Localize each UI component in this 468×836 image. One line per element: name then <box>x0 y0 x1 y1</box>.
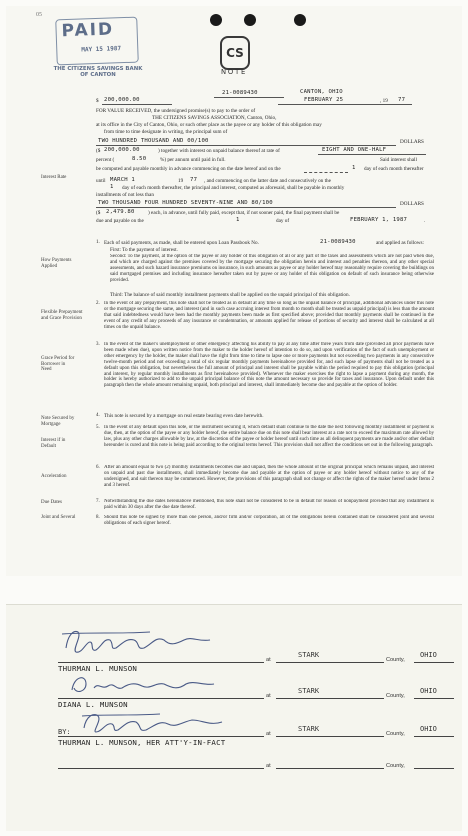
until-nineteen: 19 <box>178 178 184 184</box>
signer-2-at: at <box>266 693 271 699</box>
state-line-3 <box>414 736 454 737</box>
paid-stamp-bank-city: OF CANTON <box>80 72 116 79</box>
signer-1-at: at <box>266 657 271 663</box>
final-day: 1 <box>236 217 240 223</box>
signer-2-state: OHIO <box>420 687 437 695</box>
para-6-text: After an amount equal to two (2) monthly installments becomes due and unpaid, then the whole amount of the original principal which remains unpaid, and interest on unpaid and past due installments, shall immediately become due and payable at the option of payee or any holder hereof without notice to any of the undersigned, and suit thereon may be commenced. However, the provisions of this paragraph shall not change or affect the rights of the maker hereof under Items 2 and 3 hereof. <box>104 465 434 488</box>
paid-stamp-bank-name: THE CITIZENS SAVINGS BANK <box>53 66 143 72</box>
para-2-text: In the event of any prepayment, this note shall not be treated as in default at any time so long as the unpaid balance of principal, additional advances under this note or the mortgage securing the same, and interest (and in such case accruing interest from month to month shall be treated as unpaid principal) is less than the amount that said indebtedness would have been had the monthly payments been made as first specified above; provided that monthly payments shall be continued in the event of any credit of any proceeds of any insurance or condemnation, or amounts applied for release of portions of security and interest shall be calculated at all times on the unpaid balance. <box>104 301 434 330</box>
loan-number: 21-0089430 <box>222 90 258 96</box>
signer-3-name: THURMAN L. MUNSON, HER ATT'Y-IN-FACT <box>58 738 226 747</box>
amount-line <box>102 104 172 105</box>
place-line-4 <box>276 768 384 769</box>
para-7-text: Notwithstanding the due dates hereinabove mentioned, this note shall not be considered to be in default for reason of nonpayment provided that any installment is paid within 30 days after the due date thereof. <box>104 499 434 510</box>
line-computed: be computed and payable monthly in advance commencing on the date hereof and on the <box>96 166 281 172</box>
para-1-text: Each of said payments, as made, shall be entered upon Loan Passbook No. <box>104 240 259 246</box>
signer-2-place: STARK <box>298 687 320 695</box>
para-4-text: This note is secured by a mortgage on real estate bearing even date herewith. <box>104 413 264 419</box>
final-day-of: day of <box>276 218 290 224</box>
signature-line-3 <box>58 736 264 737</box>
installment-words-line <box>96 207 396 208</box>
date-written: FEBRUARY 25 <box>304 97 344 103</box>
amount-symbol: $ <box>96 98 99 104</box>
association-logo <box>220 36 250 70</box>
signer-1-state: OHIO <box>420 651 437 659</box>
para-7-number: 7. <box>96 499 100 504</box>
principal-words-line <box>96 145 396 146</box>
document-title: NOTE <box>220 68 248 76</box>
para-5-number: 5. <box>96 425 100 430</box>
signer-4-county: County, <box>386 763 405 769</box>
signer-3-prefix: BY: <box>58 728 71 736</box>
label-interest-default: Interest if in Default <box>41 438 66 449</box>
dollars-label-2: DOLLARS <box>400 201 424 207</box>
signer-3-at: at <box>266 731 271 737</box>
paid-stamp-word: PAID <box>61 19 115 42</box>
final-period: . <box>424 218 426 224</box>
place-line-2 <box>276 698 384 699</box>
state-line-4 <box>414 768 454 769</box>
interest-day-after: day of each month thereafter <box>364 166 424 172</box>
label-flexible: Flexible Prepayment and Grace Provision <box>41 310 83 321</box>
line-designate: from time to time designate in writing, the principal sum of <box>104 129 228 135</box>
interest-day: 1 <box>352 165 356 171</box>
binder-hole-mid <box>244 14 256 26</box>
installment-figures: 2,479.80 <box>106 209 135 215</box>
final-due-text: due and payable on the <box>96 218 144 224</box>
line-office: at its office in the City of Canton, Ohio, or such other place as the payee or any holder of this obligation may <box>96 122 322 128</box>
percent-open: percent ( <box>96 157 115 163</box>
rate-words: EIGHT AND ONE-HALF <box>322 147 387 153</box>
line-installments: installments of not less than <box>96 192 154 198</box>
final-date: FEBRUARY 1, 1987 <box>350 217 408 223</box>
place-line-1 <box>276 662 384 663</box>
principal-paren-open: ($ <box>96 148 101 154</box>
interest-until-year: 77 <box>190 177 198 183</box>
para-5-text: In the event of any default upon this note, or the instrument securing it, which default shall continue to the date the next following monthly installment or payment is due, then, at the option of the payee or any holder hereof, the entire balance due on this note shall bear interest at a rate not to exceed the maximum rate allowed by law, plus any other charges allowable by law, at the discretion of the payee or holder hereof until such time as all delinquent payments are made and/or other default hereunder is cured and this note is being paid according to the original terms hereof. This provision shall not affect the conditions set out in the following paragraph. <box>104 425 434 448</box>
para-1-second: Second: To the payment, at the option of the payee or any holder of this obligation of all or any part of the taxes and assessments which are not paid when due, and which are charged against the premises covered by the mortgage securing the obligation herein and interest and penalties thereon, and any other special assessments, and such hazard insurance premiums on insurance, in such amounts as payee or any holder hereof may reasonably require covering the buildings on said mortgaged premises and including insurance hereafter taken out by payee or any holder of this obligation on default of such insurance being otherwise provided. <box>110 254 434 283</box>
year-prefix: , 19 <box>380 98 388 104</box>
monthly-day: 1 <box>110 184 114 190</box>
date-line <box>278 104 412 105</box>
para-1-applied: and applied as follows: <box>376 240 424 246</box>
rate-words-line <box>318 154 426 155</box>
label-how-payments: How Payments Applied <box>41 258 72 269</box>
line-payable-monthly: day of each month thereafter, the principal and interest, computed as aforesaid, shall be payable in monthly <box>122 185 345 191</box>
label-secured: Note Secured by Mortgage <box>41 416 75 427</box>
signature-line-2 <box>58 698 264 699</box>
state-line-2 <box>414 698 454 699</box>
para-1-third: Third: The balance of said monthly installment payments shall be applied on the unpaid principal of this obligation. <box>110 292 350 298</box>
para-4-number: 4. <box>96 413 100 418</box>
principal-figures: 200,000.00 <box>104 147 140 153</box>
installment-words: TWO THOUSAND FOUR HUNDRED SEVENTY-NINE AND 80/100 <box>98 200 273 206</box>
signature-line-4 <box>58 768 264 769</box>
para-1-first: First: To the payment of interest. <box>110 247 178 253</box>
label-joint: Joint and Several <box>41 515 76 520</box>
para-1-loan-number: 21-0089430 <box>320 239 356 245</box>
binder-hole-left <box>210 14 222 26</box>
until-label: until <box>96 178 106 184</box>
rate-figures: 8.50 <box>132 156 147 162</box>
place-line-3 <box>276 736 384 737</box>
paid-stamp-date: MAY 15 1987 <box>81 45 122 54</box>
city-value: CANTON, OHIO <box>300 89 343 95</box>
association-logo-text: CS <box>226 46 244 60</box>
interest-shall: Said interest shall <box>380 157 417 163</box>
para-1-number: 1. <box>96 240 100 245</box>
percent-close: %) per annum until paid in full. <box>160 157 226 163</box>
label-interest-rate: Interest Rate <box>41 175 67 180</box>
signer-2-name: DIANA L. MUNSON <box>58 700 128 709</box>
year-suffix: 77 <box>398 97 406 103</box>
para-2-number: 2. <box>96 301 100 306</box>
signer-4-at: at <box>266 763 271 769</box>
para-3-number: 3. <box>96 342 100 347</box>
amount-figures: 200,000.00 <box>104 97 140 103</box>
state-line-1 <box>414 662 454 663</box>
para-3-text: In the event of the maker's unemployment or other emergency affecting his ability to pay at any time after three years from date (provided all prior payments have been made when due), upon written notice from the maker to the holder hereof of intention to do so, and upon verification of the fact of such unemployment or other emergency by the holder, the maker shall have the right from time to time to lapse one or more payments but not exceeding two payments in any consecutive twelve-month period and not exceeding a total of six regular monthly payments hereinabove provided for, and such lapse of payments shall not be treated as a default upon this obligation, but nevertheless the full amount of principal and interest shall be payable within the period required to pay this obligation (principal and interest, by regular monthly installments as first hereinabove provided). Whenever the maker exercises the right to lapse a payment during any month, the holder is hereby authorized to add to the unpaid principal balance of this note the amount necessary so provide for taxes and insurance. Upon default under this paragraph then the whole amount remaining unpaid, both principal and interest, shall immediately become due and payable at the option of holder. <box>104 342 434 389</box>
line-payee: THE CITIZENS SAVINGS ASSOCIATION, Canton, Ohio, <box>152 115 277 121</box>
line-for-value: FOR VALUE RECEIVED, the undersigned promise(s) to pay to the order of <box>96 108 256 114</box>
installment-paren-open: ($ <box>96 210 101 216</box>
para-8-text: Should this note be signed by more than one person, and/or firm and/or corporation, all of the obligations herein contained shall be considered joint and several obligations of each signer hereof. <box>104 515 434 526</box>
signer-3-state: OHIO <box>420 725 437 733</box>
label-grace: Grace Period for Borrower in Need <box>41 356 75 373</box>
interest-rate-text: ) together with interest on unpaid balance thereof at rate of <box>158 148 280 154</box>
signature-thurman <box>60 624 230 660</box>
commencing-text: , and commencing on the latter date and consecutively on the <box>204 178 331 184</box>
para-8-number: 8. <box>96 515 100 520</box>
signer-1-place: STARK <box>298 651 320 659</box>
signature-attorney <box>80 708 250 738</box>
binder-hole-right <box>294 14 306 26</box>
signer-1-name: THURMAN L. MUNSON <box>58 664 138 673</box>
signer-3-county: County, <box>386 731 405 737</box>
loan-number-line <box>214 97 284 98</box>
paid-stamp <box>55 17 139 66</box>
signature-line-1 <box>58 662 264 663</box>
signature-diana <box>64 670 234 700</box>
principal-words: TWO HUNDRED THOUSAND AND 00/100 <box>98 138 209 144</box>
signer-2-county: County, <box>386 693 405 699</box>
signer-3-place: STARK <box>298 725 320 733</box>
label-due-dates: Due Dates <box>41 500 62 505</box>
interest-until: MARCH 1 <box>110 177 135 183</box>
label-acceleration: Acceleration <box>41 474 67 479</box>
para-6-number: 6. <box>96 465 100 470</box>
installment-each: ) each, in advance, until fully paid, except that, if not sooner paid, the final payment shall be <box>148 210 340 216</box>
corner-mark: 05 <box>36 12 42 18</box>
signer-1-county: County, <box>386 657 405 663</box>
interest-day-line <box>304 172 348 173</box>
dollars-label: DOLLARS <box>400 139 424 145</box>
